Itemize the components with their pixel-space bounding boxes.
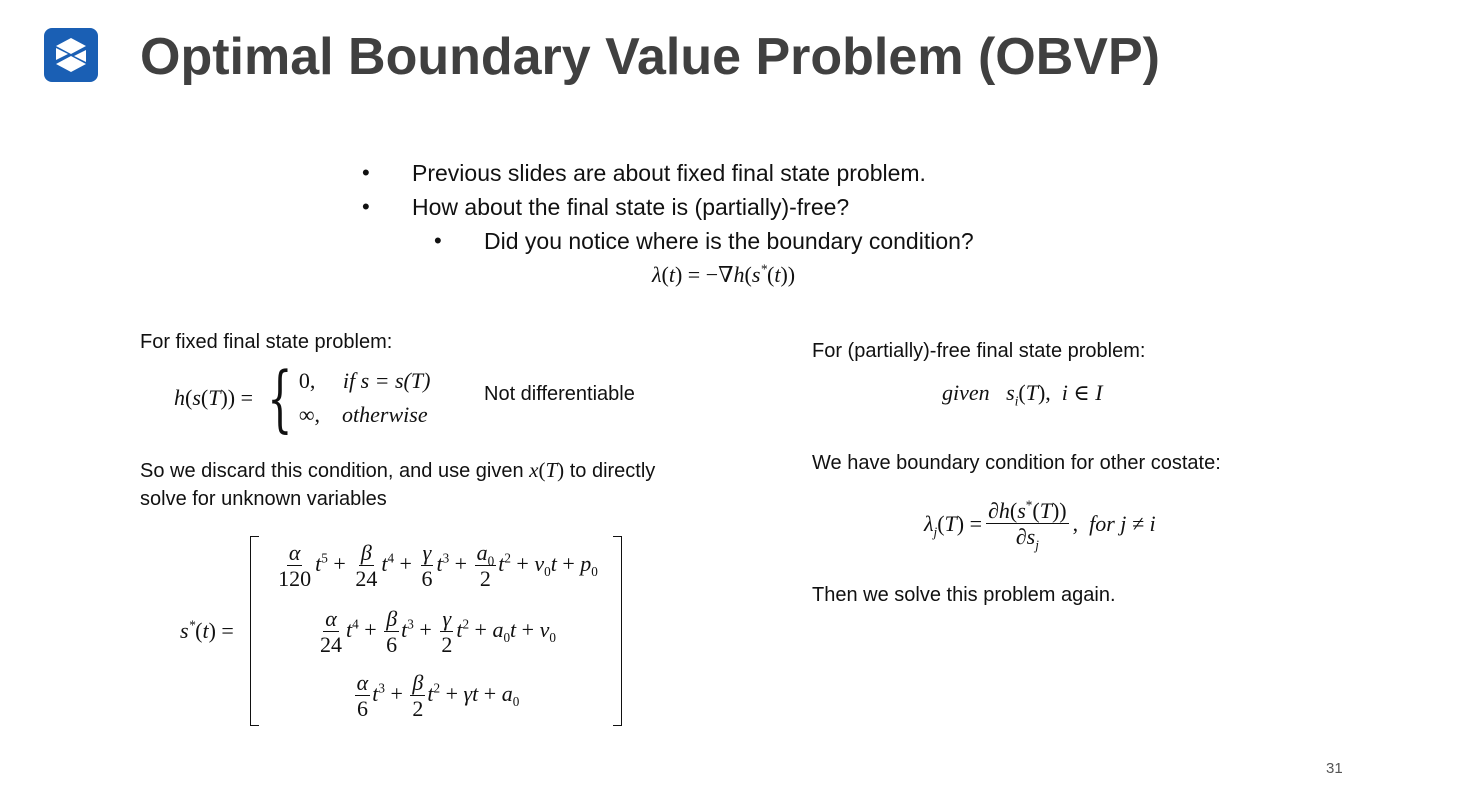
logo-icon bbox=[44, 28, 98, 82]
bullet-text: How about the final state is (partially)-free? bbox=[412, 193, 850, 220]
state-trajectory-lhs: s*(t) = bbox=[180, 617, 234, 643]
solve-again-text: Then we solve this problem again. bbox=[812, 584, 1116, 606]
bullet-text: Previous slides are about fixed final state problem. bbox=[412, 159, 926, 186]
bullet-dot: • bbox=[362, 194, 370, 219]
bullet-list bbox=[362, 156, 974, 258]
discard-text-a: So we discard this condition, and use given bbox=[140, 460, 524, 482]
bullet-item bbox=[362, 156, 974, 190]
matrix-row-position: $\frac{\alpha}{120}$ $t^5$ + $\frac{\beta}{24}$ $t^4$ + $\frac{\gamma}{6}$ $t^3$ + $\frac{a_0}{2}$ $t^2 + v_0t + p_0$ bbox=[278, 540, 598, 592]
fixed-state-label: For fixed final state problem: bbox=[140, 331, 393, 353]
state-trajectory-matrix bbox=[250, 536, 622, 726]
boundary-condition-label: We have boundary condition for other costate: bbox=[812, 452, 1221, 474]
given-condition-equation: given $s_i(T)$, i ∈ I bbox=[942, 380, 1103, 409]
case-condition: if s = s(T) bbox=[342, 368, 431, 393]
page-title: Optimal Boundary Value Problem (OBVP) bbox=[140, 28, 1160, 86]
penalty-function-equation: h(s(T)) = { 0, if s = s(T) ∞, otherwise bbox=[174, 356, 431, 440]
bullet-dot: • bbox=[362, 160, 370, 185]
discard-text-line2: solve for unknown variables bbox=[140, 488, 387, 510]
costate-equation: λ(t) = −∇h(s*(t)) bbox=[652, 261, 796, 287]
logo-mark bbox=[52, 36, 90, 74]
case-otherwise: otherwise bbox=[342, 402, 428, 427]
given-word: given bbox=[942, 380, 990, 405]
bullet-item bbox=[362, 190, 974, 224]
free-state-label: For (partially)-free final state problem: bbox=[812, 340, 1146, 362]
bullet-dot: • bbox=[434, 228, 442, 253]
sub-bullet-item bbox=[362, 224, 974, 258]
costate-boundary-equation: $\lambda_j(T)$ = $\frac{\partial h(s^*(T))}{\partial s_j}$ , for j ≠ i bbox=[924, 497, 1156, 553]
matrix-row-acceleration: $\frac{\alpha}{6}$ $t^3$ + $\frac{\beta}{2}$ $t^2 + \gamma t + a_0$ bbox=[356, 670, 520, 722]
matrix-row-velocity: $\frac{\alpha}{24}$ $t^4$ + $\frac{\beta}{6}$ $t^3$ + $\frac{\gamma}{2}$ $t^2 + a_0t + v_0$ bbox=[320, 606, 556, 658]
for-clause: for j ≠ i bbox=[1089, 510, 1156, 536]
brace-glyph: { bbox=[267, 356, 293, 440]
discard-text-b: to directly bbox=[569, 460, 656, 482]
page-number: 31 bbox=[1326, 760, 1343, 777]
discard-text-line1: So we discard this condition, and use given x(T) to directly bbox=[140, 458, 656, 482]
not-differentiable-label: Not differentiable bbox=[484, 383, 635, 405]
bullet-text: Did you notice where is the boundary condition? bbox=[484, 227, 974, 254]
